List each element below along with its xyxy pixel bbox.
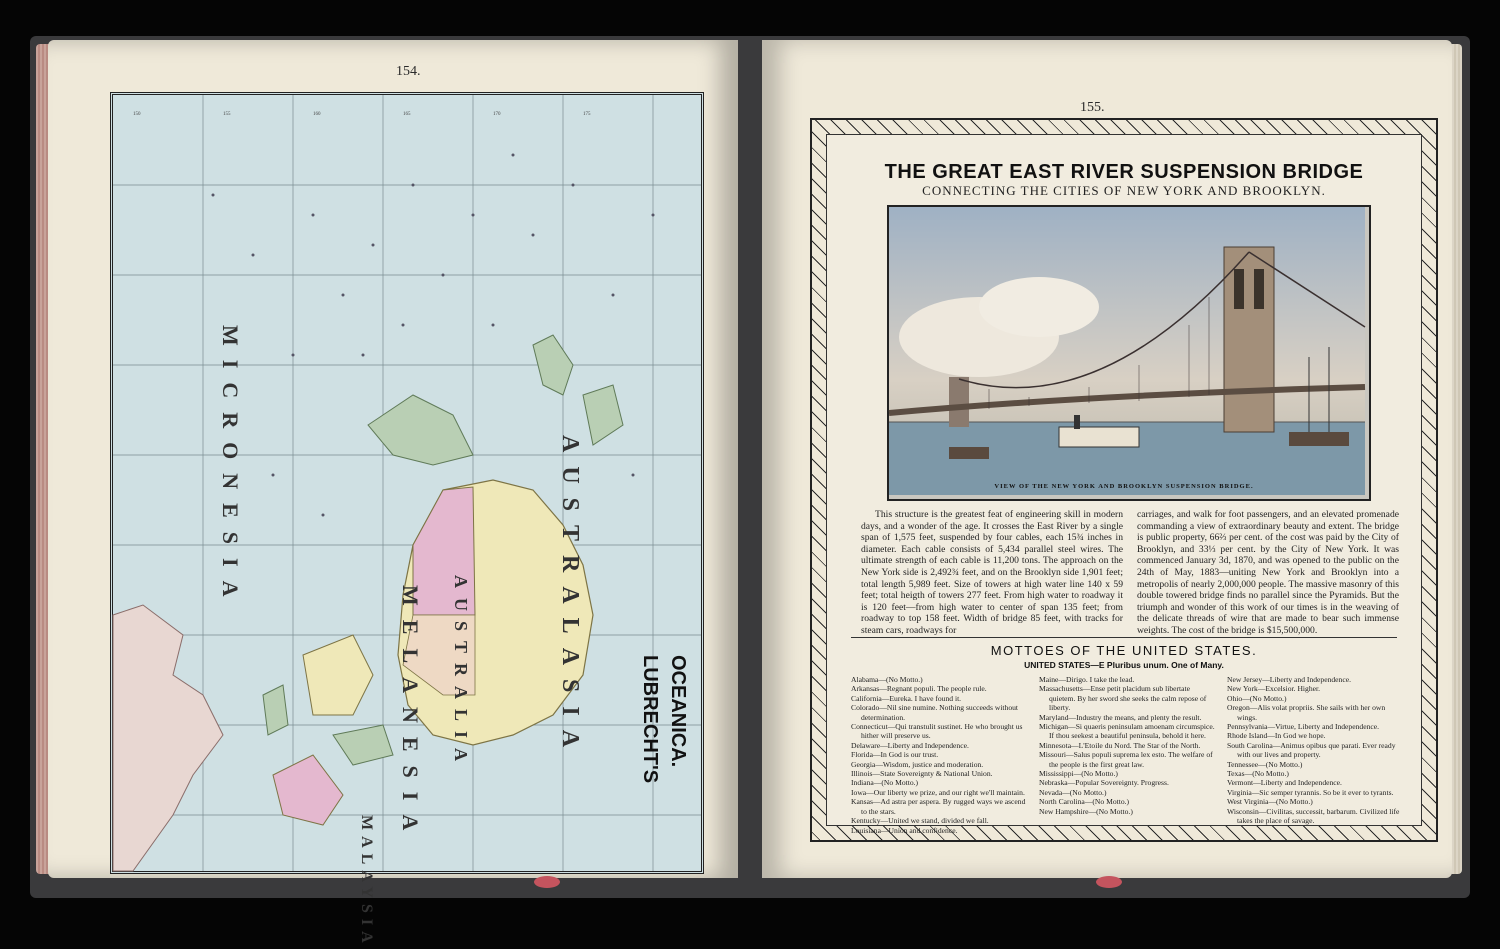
motto-entry: Rhode Island—In God we hope. [1227, 731, 1326, 741]
svg-text:150: 150 [133, 112, 141, 117]
motto-entry: South Carolina—Animus opibus que parati. Ever ready with our lives and property. [1227, 740, 1396, 760]
motto-entry: Oregon—Alis volat propriis. She sails with her own wings. [1227, 703, 1386, 722]
map-title-line2: OCEANICA. [667, 655, 689, 768]
article-subtitle: CONNECTING THE CITIES OF NEW YORK AND BROOKLYN. [922, 183, 1326, 198]
bridge-illustration [889, 207, 1365, 495]
motto-entry: Wisconsin—Civilitas, successit, barbarum. Civilized life takes the place of savage. [1227, 806, 1400, 826]
motto-entry: Arkansas—Regnant populi. The people rule. [851, 684, 987, 694]
mottoes-heading: MOTTOES OF THE UNITED STATES. [990, 643, 1258, 658]
region-melanesia: MELANESIA [398, 585, 423, 845]
motto-entry: Kansas—Ad astra per aspera. By rugged ways we ascend to the stars. [851, 797, 1026, 816]
motto-entry: Georgia—Wisdom, justice and moderation. [851, 759, 984, 769]
motto-entry: New York—Excelsior. Higher. [1227, 684, 1321, 694]
motto-entry: Delaware—Liberty and Independence. [851, 740, 969, 750]
mottoes-column-2 [1039, 675, 1215, 816]
motto-entry: Texas—(No Motto.) [1227, 769, 1289, 779]
article-body-col2: carriages, and walk for foot passengers, and an elevated promenade commanding a view of extraordinary beauty and extent. The bridge is public property, 66⅔ per cent. of the cost was paid by the City of Brooklyn, and 33⅓ per cent. by the City of New York. It was commenced January 3d, 1870, and was opened to the public on the 24th of May, 1883—uniting New York and Brooklyn into a metropolis of nearly 2,000,000 people. The massive masonry of this double towered bridge finds no parallel since the Pyramids. But the triumph and wonder of this work of our times is in the weaving of the delicate threads of wire that are made to bear such immense weights. The cost of the bridge is $15,500,000. [1137, 509, 1399, 636]
motto-entry: California—Eureka. I have found it. [851, 693, 962, 703]
country-australia: AUSTRALIA [451, 575, 471, 772]
motto-entry: Kentucky—United we stand, divided we fall. [851, 816, 989, 826]
motto-entry: Colorado—Nil sine numine. Nothing succeeds without determination. [851, 703, 1019, 722]
motto-entry: Nebraska—Popular Sovereignty. Progress. [1039, 778, 1169, 788]
article-content [826, 134, 1422, 835]
engraving-caption: VIEW OF THE NEW YORK AND BROOKLYN SUSPENSION BRIDGE. [994, 483, 1254, 490]
region-malaysia: MALAYSIA [358, 815, 375, 949]
svg-text:165: 165 [403, 112, 411, 117]
article-body-col1: This structure is the greatest feat of engineering skill in modern days, and a wonder of the age. It crosses the East River by a single span of 1,575 feet, suspended by four cables, each 15¾ inches in diameter. Each cable consists of 5,434 parallel steel wires. The ultimate strength of each cable is 11,200 tons. The approach on the New York side is 2,492¾ feet, and on the Brooklyn side 1,901 feet; total length 5,989 feet. Size of towers at high water line 140 x 59 feet; total heigth of towers 277 feet. From high water to roadway it is 120 feet—from high water to center of span 135 feet; from roadway to top 158 feet. Width of bridge 85 feet, with tracks for steam cars, roadways for [861, 509, 1123, 636]
motto-entry: New Jersey—Liberty and Independence. [1227, 675, 1351, 684]
motto-entry: Vermont—Liberty and Independence. [1227, 778, 1342, 788]
motto-entry: Mississippi—(No Motto.) [1039, 769, 1118, 779]
motto-entry: New Hampshire—(No Motto.) [1039, 806, 1133, 816]
motto-entry: Indiana—(No Motto.) [851, 778, 919, 788]
article-frame [810, 118, 1438, 842]
motto-entry: Ohio—(No Motto.) [1227, 693, 1287, 703]
motto-entry: Maine—Dirigo. I take the lead. [1039, 675, 1135, 684]
motto-entry: Florida—In God is our trust. [851, 750, 939, 760]
motto-entry: Louisiana—Union and confidence. [851, 825, 958, 835]
bookmark-ribbon-left [534, 876, 560, 888]
region-micronesia: MICRONESIA [218, 325, 243, 611]
motto-entry: Illinois—State Sovereignty & National Union. [851, 769, 993, 779]
region-australasia: AUSTRALASIA [557, 435, 583, 762]
svg-text:175: 175 [583, 112, 591, 117]
motto-entry: Pennsylvania—Virtue, Liberty and Independence. [1227, 722, 1380, 732]
bookmark-ribbon-right [1096, 876, 1122, 888]
motto-entry: Minnesota—L'Etoile du Nord. The Star of the North. [1039, 740, 1201, 750]
motto-entry: Virginia—Sic semper tyrannis. So be it ever to tyrants. [1227, 787, 1394, 797]
bridge-engraving [887, 205, 1371, 501]
oceanica-map [110, 92, 704, 949]
motto-entry: Nevada—(No Motto.) [1039, 787, 1107, 797]
motto-entry: Massachusetts—Ense petit placidum sub libertate quietem. By her sword she seeks the calm repose of liberty. [1039, 684, 1207, 713]
motto-entry: Iowa—Our liberty we prize, and our right we'll maintain. [851, 787, 1025, 797]
map-title-line1: LUBRECHT'S [639, 655, 661, 784]
svg-text:160: 160 [313, 112, 321, 117]
motto-entry: North Carolina—(No Motto.) [1039, 797, 1130, 807]
left-page-number: 154. [396, 64, 421, 79]
mottoes-united-states: UNITED STATES—E Pluribus unum. One of Many. [1024, 660, 1224, 670]
motto-entry: West Virginia—(No Motto.) [1227, 797, 1313, 807]
section-divider [851, 637, 1397, 638]
motto-entry: Connecticut—Qui transtulit sustinet. He who brought us hither will preserve us. [851, 722, 1023, 741]
motto-entry: Maryland—Industry the means, and plenty the result. [1039, 712, 1202, 722]
svg-text:170: 170 [493, 112, 501, 117]
motto-entry: Michigan—Si quaeris peninsulam amoenam circumspice. If thou seekest a beautiful peninsula, behold it here. [1039, 722, 1215, 741]
right-page-number: 155. [1080, 100, 1105, 115]
motto-entry: Missouri—Salus populi suprema lex esto. The welfare of the people is the first great law. [1039, 750, 1213, 769]
svg-text:155: 155 [223, 112, 231, 117]
article-title: THE GREAT EAST RIVER SUSPENSION BRIDGE [884, 161, 1364, 183]
motto-entry: Tennessee—(No Motto.) [1227, 759, 1303, 769]
mottoes-column-1 [851, 675, 1027, 835]
motto-entry: Alabama—(No Motto.) [851, 675, 923, 684]
mottoes-column-3 [1227, 675, 1403, 826]
